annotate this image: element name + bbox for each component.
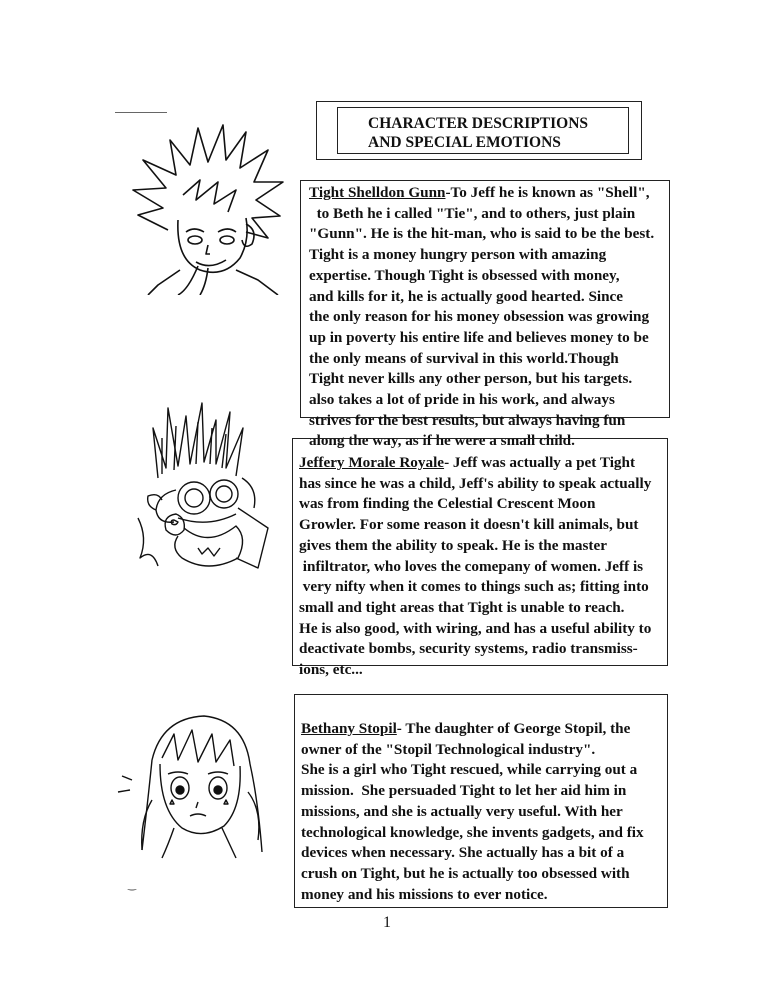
character-description-bethany — [294, 694, 668, 908]
page-number: 1 — [383, 914, 391, 931]
page-title — [337, 107, 629, 154]
title-frame — [316, 101, 642, 160]
goggled-creature-sketch-icon — [118, 398, 278, 578]
character-name: Bethany Stopil — [301, 720, 397, 737]
title-line-2: AND SPECIAL EMOTIONS — [368, 134, 561, 151]
character-description-text: -To Jeff he is known as "Shell", to Beth he i called "Tie", and to others, just plain "Gunn". He is the hit-man, who is said to be the best. Tight is a money hungry person with amazing expertise. Though Tight is obsessed with money, and kills for it, he is actually good hearted. Since the only reason for his money obsession was growing up in poverty his entire life and believes money to be the only means of survival in this world.Though Tight never kills any other person, but his targets. also takes a lot of pride in his work, and always strives for the best results, but always having fun along the way, as if he were a small child. — [309, 184, 655, 450]
character-description-text: - The daughter of George Stopil, the owner of the "Stopil Technological industry". She is a girl who Tight rescued, while carrying out a mission. She persuaded Tight to let her aid him in missions, and she is actually very useful. With her technological knowledge, she invents gadgets, and fix devices when necessary. She actually has a bit of a crush on Tight, but he is actually too obsessed with money and his missions to ever notice. — [301, 720, 644, 903]
character-name: Jeffery Morale Royale — [299, 454, 445, 471]
stray-pen-line — [115, 112, 167, 113]
long-haired-girl-sketch-icon — [112, 700, 272, 860]
character-name: Tight Shelldon Gunn — [309, 184, 446, 201]
character-description-jeff — [292, 438, 668, 679]
stray-pen-mark: ‿ — [128, 880, 137, 891]
title-line-1: CHARACTER DESCRIPTIONS — [368, 115, 589, 132]
spiky-haired-boy-sketch-icon — [128, 120, 288, 295]
character-description-text: - Jeff was actually a pet Tight has since he was a child, Jeff's ability to speak actually was from finding the Celestial Crescent Moon Growler. For some reason it doesn't kill animals, but gives them the ability to speak. He is the master infiltrator, who loves the comepany of women. Jeff is very nifty when it comes to things such as; fitting into small and tight areas that Tight is unable to reach. He is also good, with wiring, and has a useful ability to deactivate bombs, security systems, radio transmiss- ions, etc... — [299, 454, 652, 679]
character-description-tight — [300, 180, 670, 450]
